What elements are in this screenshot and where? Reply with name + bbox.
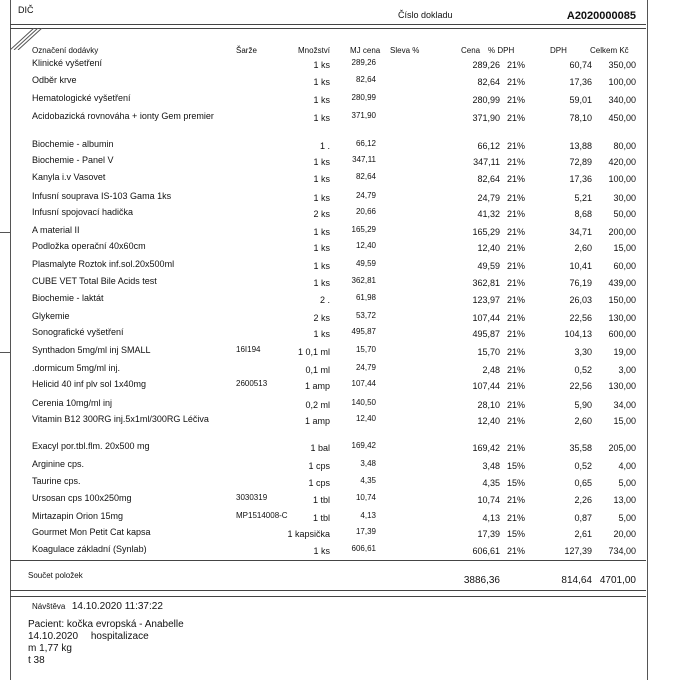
- col-sleva: Sleva %: [390, 46, 420, 55]
- visit-line: [32, 601, 163, 612]
- cell-name: Hematologické vyšetření: [32, 93, 131, 103]
- cell-dph: 0,65: [574, 478, 592, 488]
- summary-bottom-divider: [10, 590, 646, 591]
- cell-mj: 20,66: [355, 207, 376, 216]
- cell-mj: 169,42: [351, 441, 376, 450]
- cell-dph: 17,36: [569, 77, 592, 87]
- cell-name: Mirtazapin Orion 15mg: [32, 511, 124, 521]
- cell-sarze: MP1514008-C: [236, 511, 288, 520]
- cell-dph: 3,30: [574, 347, 592, 357]
- cell-celk: 34,00: [613, 400, 636, 410]
- cell-qty: 1 amp: [304, 416, 330, 426]
- col-name: Označení dodávky: [32, 46, 99, 55]
- temp-line: t 38: [28, 655, 45, 666]
- cell-mj: 362,81: [351, 276, 376, 285]
- cell-cena: 123,97: [472, 295, 500, 305]
- cell-cena: 12,40: [477, 416, 500, 426]
- cell-pdph: 21%: [506, 347, 525, 357]
- visit-datetime: 14.10.2020 11:37:22: [71, 601, 163, 612]
- cell-celk: 5,00: [618, 513, 636, 523]
- cell-qty: 1 0,1 ml: [297, 347, 330, 357]
- cell-name: Koagulace základní (Synlab): [32, 544, 147, 554]
- cell-cena: 41,32: [477, 209, 500, 219]
- cell-mj: 371,90: [351, 111, 376, 120]
- cell-pdph: 21%: [506, 261, 525, 271]
- cell-dph: 17,36: [569, 174, 592, 184]
- cell-qty: 1 ks: [313, 243, 330, 253]
- cell-qty: 1 bal: [310, 443, 330, 453]
- col-dph: DPH: [550, 46, 567, 55]
- hosp-label: hospitalizace: [90, 631, 149, 642]
- cell-dph: 104,13: [564, 329, 592, 339]
- cell-dph: 26,03: [569, 295, 592, 305]
- header-divider-2: [10, 28, 646, 29]
- cell-cena: 362,81: [472, 278, 500, 288]
- cell-dph: 2,61: [574, 529, 592, 539]
- cell-name: Sonografické vyšetření: [32, 327, 124, 337]
- cell-mj: 53,72: [355, 311, 376, 320]
- cell-pdph: 21%: [506, 513, 525, 523]
- cell-celk: 600,00: [608, 329, 636, 339]
- cell-mj: 12,40: [355, 241, 376, 250]
- cell-dph: 59,01: [569, 95, 592, 105]
- margin-tick: [0, 232, 10, 233]
- cell-name: Arginine cps.: [32, 459, 85, 469]
- cell-cena: 82,64: [477, 77, 500, 87]
- cell-qty: 1 ks: [313, 227, 330, 237]
- cell-name: Synthadon 5mg/ml inj SMALL: [32, 345, 151, 355]
- cell-cena: 371,90: [472, 113, 500, 123]
- cell-celk: 100,00: [608, 174, 636, 184]
- cell-pdph: 21%: [506, 174, 525, 184]
- cell-cena: 49,59: [477, 261, 500, 271]
- cell-mj: 66,12: [355, 139, 376, 148]
- cell-name: Glykemie: [32, 311, 70, 321]
- cell-cena: 606,61: [472, 546, 500, 556]
- cell-pdph: 21%: [506, 329, 525, 339]
- cell-name: Biochemie - albumin: [32, 139, 114, 149]
- cell-pdph: 21%: [506, 278, 525, 288]
- cell-pdph: 21%: [506, 295, 525, 305]
- cell-name: Helicid 40 inf plv sol 1x40mg: [32, 379, 147, 389]
- cell-qty: 1 amp: [304, 381, 330, 391]
- col-celkem: Celkem Kč: [590, 46, 629, 55]
- cell-qty: 1 ks: [313, 113, 330, 123]
- cell-qty: 0,2 ml: [305, 400, 330, 410]
- summary-divider: [10, 560, 646, 561]
- cell-name: CUBE VET Total Bile Acids test: [32, 276, 157, 286]
- cell-cena: 165,29: [472, 227, 500, 237]
- cell-celk: 420,00: [608, 157, 636, 167]
- cell-dph: 2,26: [574, 495, 592, 505]
- cell-qty: 1 ks: [313, 60, 330, 70]
- cell-name: Gourmet Mon Petit Cat kapsa: [32, 527, 151, 537]
- cell-mj: 24,79: [355, 363, 376, 372]
- summary-label: Součet položek: [28, 571, 83, 580]
- cell-name: Taurine cps.: [32, 476, 81, 486]
- cell-qty: 1 ks: [313, 157, 330, 167]
- cell-celk: 350,00: [608, 60, 636, 70]
- cell-cena: 82,64: [477, 174, 500, 184]
- cell-qty: 1 cps: [308, 461, 330, 471]
- cell-dph: 22,56: [569, 313, 592, 323]
- cell-name: Infusní spojovací hadička: [32, 207, 134, 217]
- cell-mj: 107,44: [351, 379, 376, 388]
- cell-dph: 5,21: [574, 193, 592, 203]
- cell-dph: 34,71: [569, 227, 592, 237]
- cell-pdph: 21%: [506, 95, 525, 105]
- cell-celk: 205,00: [608, 443, 636, 453]
- cell-mj: 24,79: [355, 191, 376, 200]
- cell-pdph: 21%: [506, 157, 525, 167]
- cell-pdph: 21%: [506, 227, 525, 237]
- cell-cena: 4,35: [482, 478, 500, 488]
- cell-mj: 4,13: [360, 511, 376, 520]
- cell-mj: 140,50: [351, 398, 376, 407]
- cell-dph: 35,58: [569, 443, 592, 453]
- cell-pdph: 21%: [506, 193, 525, 203]
- cell-celk: 439,00: [608, 278, 636, 288]
- cell-cena: 495,87: [472, 329, 500, 339]
- cell-pdph: 21%: [506, 243, 525, 253]
- cell-dph: 0,52: [574, 365, 592, 375]
- cell-pdph: 21%: [506, 113, 525, 123]
- cell-pdph: 21%: [506, 77, 525, 87]
- cell-dph: 0,87: [574, 513, 592, 523]
- cell-cena: 107,44: [472, 381, 500, 391]
- cell-cena: 347,11: [473, 157, 500, 167]
- cell-dph: 78,10: [569, 113, 592, 123]
- cell-celk: 15,00: [613, 243, 636, 253]
- cell-celk: 60,00: [613, 261, 636, 271]
- cell-qty: 2 .: [319, 295, 330, 305]
- cell-name: Klinické vyšetření: [32, 58, 103, 68]
- cell-cena: 24,79: [477, 193, 500, 203]
- cell-dph: 2,60: [574, 243, 592, 253]
- cell-celk: 150,00: [608, 295, 636, 305]
- cell-name: Kanyla i.v Vasovet: [32, 172, 106, 182]
- cell-qty: 1 ks: [313, 546, 330, 556]
- summary-celkem: 4701,00: [599, 575, 636, 586]
- cell-qty: 1 kapsička: [287, 529, 330, 539]
- cell-dph: 60,74: [569, 60, 592, 70]
- cell-qty: 1 tbl: [312, 513, 330, 523]
- hosp-date: 14.10.2020: [28, 631, 79, 642]
- cell-sarze: 16I194: [236, 345, 261, 354]
- cell-celk: 50,00: [613, 209, 636, 219]
- header-divider: [10, 24, 646, 25]
- cell-celk: 80,00: [613, 141, 636, 151]
- col-cena: Cena: [461, 46, 481, 55]
- cell-celk: 3,00: [618, 365, 636, 375]
- cell-name: Biochemie - Panel V: [32, 155, 114, 165]
- cell-cena: 4,13: [482, 513, 500, 523]
- cell-sarze: 3030319: [236, 493, 268, 502]
- cell-mj: 82,64: [355, 75, 376, 84]
- cell-dph: 72,89: [569, 157, 592, 167]
- cell-qty: 1 ks: [313, 174, 330, 184]
- cell-mj: 15,70: [355, 345, 376, 354]
- cell-celk: 340,00: [608, 95, 636, 105]
- cell-dph: 10,41: [569, 261, 592, 271]
- cell-name: Cerenia 10mg/ml inj: [32, 398, 113, 408]
- cell-mj: 347,11: [352, 155, 376, 164]
- cell-name: Exacyl por.tbl.flm. 20x500 mg: [32, 441, 150, 451]
- cell-celk: 19,00: [613, 347, 636, 357]
- cell-name: Vitamin B12 300RG inj.5x1ml/300RG Léčiva: [32, 414, 209, 424]
- col-mnozstvi: Množství: [298, 46, 331, 55]
- cell-celk: 30,00: [613, 193, 636, 203]
- col-mj-cena: MJ cena: [350, 46, 381, 55]
- cell-mj: 82,64: [355, 172, 376, 181]
- cell-mj: 61,98: [355, 293, 376, 302]
- cell-pdph: 21%: [506, 365, 525, 375]
- cell-mj: 606,61: [351, 544, 376, 553]
- cell-cena: 169,42: [472, 443, 500, 453]
- cell-qty: 1 ks: [313, 77, 330, 87]
- hosp-line: [28, 631, 149, 642]
- cell-cena: 28,10: [477, 400, 500, 410]
- cell-celk: 200,00: [608, 227, 636, 237]
- dic-label: DIČ: [18, 5, 34, 15]
- cell-name: Podložka operační 40x60cm: [32, 241, 146, 251]
- cell-mj: 289,26: [351, 58, 376, 67]
- cell-mj: 165,29: [351, 225, 376, 234]
- summary-cena: 3886,36: [463, 575, 500, 586]
- cell-dph: 0,52: [574, 461, 592, 471]
- cell-cena: 280,99: [472, 95, 500, 105]
- cell-name: Infusní souprava IS-103 Gama 1ks: [32, 191, 172, 201]
- cell-dph: 2,60: [574, 416, 592, 426]
- cell-mj: 4,35: [360, 476, 376, 485]
- cell-cena: 15,70: [477, 347, 500, 357]
- cell-pdph: 15%: [506, 478, 525, 488]
- cell-dph: 76,19: [569, 278, 592, 288]
- cell-cena: 12,40: [477, 243, 500, 253]
- cell-celk: 130,00: [608, 381, 636, 391]
- cell-name: A material II: [32, 225, 80, 235]
- cell-celk: 4,00: [618, 461, 636, 471]
- cell-pdph: 21%: [506, 416, 525, 426]
- patient-line: Pacient: kočka evropská - Anabelle: [28, 619, 184, 630]
- cell-qty: 1 .: [319, 141, 330, 151]
- cell-qty: 1 ks: [313, 193, 330, 203]
- cell-pdph: 15%: [506, 461, 525, 471]
- cell-celk: 15,00: [613, 416, 636, 426]
- cell-name: .dormicum 5mg/ml inj.: [32, 363, 121, 373]
- cell-celk: 13,00: [613, 495, 636, 505]
- cell-celk: 100,00: [608, 77, 636, 87]
- cell-mj: 495,87: [351, 327, 376, 336]
- footer-divider: [10, 596, 646, 597]
- cell-pdph: 15%: [506, 529, 525, 539]
- col-sarze: Šarže: [236, 46, 257, 55]
- cell-qty: 1 ks: [313, 329, 330, 339]
- cell-qty: 1 ks: [313, 261, 330, 271]
- cell-celk: 20,00: [613, 529, 636, 539]
- cell-dph: 13,88: [569, 141, 592, 151]
- cell-mj: 3,48: [360, 459, 376, 468]
- cell-mj: 49,59: [355, 259, 376, 268]
- cell-name: Ursosan cps 100x250mg: [32, 493, 132, 503]
- cell-name: Biochemie - laktát: [32, 293, 104, 303]
- cell-dph: 127,39: [564, 546, 592, 556]
- cell-mj: 10,74: [355, 493, 376, 502]
- cell-pdph: 21%: [506, 495, 525, 505]
- cell-mj: 17,39: [355, 527, 376, 536]
- cell-qty: 0,1 ml: [305, 365, 330, 375]
- cell-mj: 280,99: [351, 93, 376, 102]
- cell-celk: 450,00: [608, 113, 636, 123]
- cell-sarze: 2600513: [236, 379, 268, 388]
- col-pdph: % DPH: [488, 46, 515, 55]
- doc-number: A2020000085: [566, 10, 636, 22]
- cell-cena: 10,74: [477, 495, 500, 505]
- cell-dph: 8,68: [574, 209, 592, 219]
- cell-qty: 2 ks: [313, 313, 330, 323]
- cell-cena: 66,12: [477, 141, 500, 151]
- cell-cena: 289,26: [472, 60, 500, 70]
- weight-line: m 1,77 kg: [28, 643, 72, 654]
- cell-pdph: 21%: [506, 400, 525, 410]
- cell-pdph: 21%: [506, 313, 525, 323]
- cell-pdph: 21%: [506, 209, 525, 219]
- cell-qty: 1 ks: [313, 278, 330, 288]
- cell-celk: 734,00: [608, 546, 636, 556]
- cell-qty: 1 tbl: [312, 495, 330, 505]
- cell-cena: 17,39: [477, 529, 500, 539]
- cell-mj: 12,40: [355, 414, 376, 423]
- cell-qty: 1 cps: [308, 478, 330, 488]
- cell-pdph: 21%: [506, 381, 525, 391]
- cell-cena: 3,48: [482, 461, 500, 471]
- cell-dph: 5,90: [574, 400, 592, 410]
- cell-cena: 2,48: [482, 365, 500, 375]
- cell-name: Odběr krve: [32, 75, 77, 85]
- margin-tick: [0, 352, 10, 353]
- cell-pdph: 21%: [506, 141, 525, 151]
- cell-pdph: 21%: [506, 443, 525, 453]
- cell-cena: 107,44: [472, 313, 500, 323]
- cell-dph: 22,56: [569, 381, 592, 391]
- cell-name: Plasmalyte Roztok inf.sol.20x500ml: [32, 259, 175, 269]
- visit-label: Návštěva: [32, 602, 66, 611]
- cell-qty: 1 ks: [313, 95, 330, 105]
- summary-dph: 814,64: [561, 575, 592, 586]
- cell-celk: 5,00: [618, 478, 636, 488]
- cell-pdph: 21%: [506, 60, 525, 70]
- cell-qty: 2 ks: [313, 209, 330, 219]
- doc-number-label: Číslo dokladu: [398, 10, 453, 20]
- summary-row: [20, 566, 640, 586]
- cell-name: Acidobazická rovnováha + ionty Gem premier: [32, 111, 214, 121]
- cell-celk: 130,00: [608, 313, 636, 323]
- cell-pdph: 21%: [506, 546, 525, 556]
